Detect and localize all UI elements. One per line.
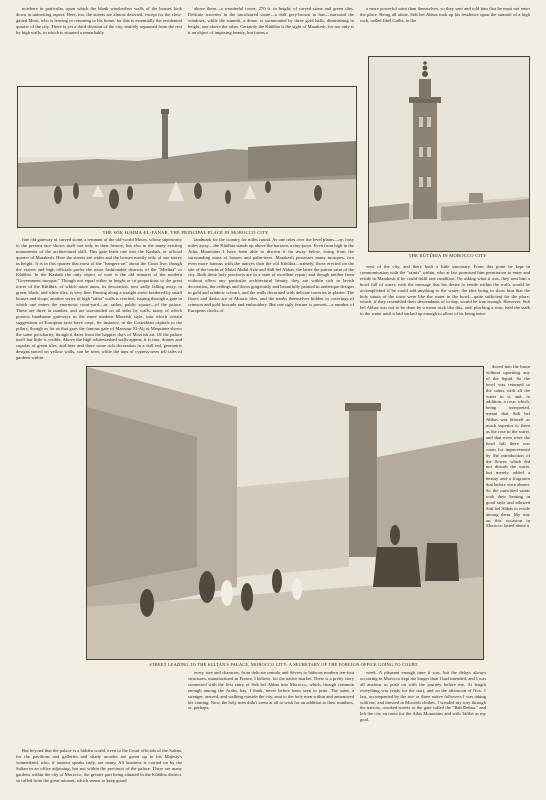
caption-sok: THE SÓK JUMMA-EL-FANAR, THE PRINCIPAL PLACE IN MOROCCO CITY. <box>102 230 270 235</box>
text-column-top-2: above them—a wonderful tower, 270 ft. in height, of carved stone and green tiles. Delicate traceries in the uncoloured stone—a dull grey-brown in hue—surround the windows, while the summit, a dome, is surmounted by three gold balls, diminishing in height, one above the other. Certainly the Kûtûbia is the sight of Marakesh, for not only is it an object of imposing beauty, but forms a <box>188 6 354 35</box>
caption-street: STREET LEADING TO THE SULTAN'S PALACE, MOROCCO CITY: A SECRETARY OF THE FOREIGN OFFICE GOING TO COURT. <box>149 662 419 667</box>
text-column-mid-1: fine old gateway of carved stone, a remnant of the old-world Moors, whose superiority to the present race shows itself not only in their history, but also in the many existing monuments of the architectural skill. This gate leads one into the Kasbah, or official quarter of Marakesh. Here the streets are wider and the houses mostly only of one storey in height. It is in this quarter that most of the "hangers-on" about the Court live, though the viziers and high officials prefer the more fashionable districts of the "Medina" or Kûtûbia. In the Kasbah the only object of note is the old minaret of the modern "Government mosque." Though not equal either in height or in proportions to the great tower of the Kûtûbia, of which more anon, its decoration, now sadly falling away, in green, black, and white tiles, is very fine. Passing along a straight street bordered by small houses and shops, another series of high "tabia" walls is reached, issuing through a gate in which one enters the enormous court-yard—or, rather, public square—of the palace. These are three in number, and are surrounded on all sides by walls, many of which possess handsome gateways in the more modern Moorish style, into which certain suggestions of European taste have crept, for instance, in the Corinthian capitals to the pillars, though as far as that goes the famous gate of Mansour El-Alj at Mequinez shows the same peculiarity, though it dates from the happier days of Moorish art. Of the palace itself but little is visible. Above the high whitewashed walls appear, it is true, domes and cupolas of green tiles, and here and there some rich decoration in a dull red, geometric designs traced on yellow walls, can be seen; while the tops of cypress-trees tell tales of gardens within. <box>16 237 182 361</box>
caption-kutubia: THE KÚTÚBIA IN MOROCCO CITY. <box>408 253 488 258</box>
text-column-bottom-2: every size and character, from delicate ormolu and Sèvres to hideous modern ten-foot structures, manufactured in France, I believe, for the native market. There is a pretty story connected with the first entry of Sidi bel Abbas into Morocco, which, though common enough among the Arabs, has, I think, never before been seen in print. The saint, a stranger, arrived, and walking outside the city, sent to the holy men within and announced his coming. Now, the holy men didn't seem at all to wish for an addition to their numbers, or, perhaps, <box>188 670 354 711</box>
text-column-bottom-3: week. A pleasant enough time it was, but the delays always occurring in Morocco kept me longer than I had intended, and I was all anxious to push on with the journey before me. At length everything was ready for the start, and on the afternoon of Nov. 1 last, accompanied by the two or three native followers I was taking with me, and dressed in Moorish clothes, I wended my way through the narrow, crooked streets to the gate called the "Bab Debaa," and left the city en route for the Atlas Mountains and with Tafilet as my goal. <box>360 670 486 723</box>
text-column-top-3: a more powerful saint than themselves, so they sent and told him that he must not enter the place. Being all alone, Sidi bel Abbas took up his residence upon the summit of a high rock, called Jibel Gallis, to the <box>360 6 530 23</box>
text-column-bottom-1: But beyond that the palace is a hidden world, even to the Court officials of the Sultan, for the pavilions and galleries and shady arcades are given up to his Majesty's womenkind, who, if rumour speaks truly, are many. All business is carried on by the Sultan in an office adjoining, but not within the precincts of the palace. There are many gardens within the city of Morocco, the greater part being situated in the Kûtûbia district, so called from the great minaret, which seems to keep guard <box>16 748 182 783</box>
sok-illustration <box>17 86 357 228</box>
text-column-mid-3a: west of the city, and there built a little sanctuary. From this point he kept in communication with the "saints" within, who at last promised him permission to enter and reside in Marakesh if he could fulfil one condition. On asking what it was, they sent him a bowl full of water, with the message that his desire to reside within the walls would be accomplished if he could add anything to the water; the idea being to show him that the holy saints of the town were like the water in the bowl—quite sufficient for the place, which, if they resembled their descendants of to-day, would be true enough. However, Sidi bel Abbas was not to be done by a mean trick like this, and, plucking a rose, held the stalk to the water until it had sucked up enough to allow of its being intro- <box>360 264 530 317</box>
text-column-mid-2: landmark for the country for miles round. As one rides over the level plains—ay, forty miles away—the Kûtûbia stands up above the horizon, a tiny point. Even from high in the Atlas Mountains I have been able to discern it far away below, rising from the surrounding mass of houses and palm-trees. Marakesh possesses many mosques, two even more famous with the natives than the old Kûtûbia—namely, those erected on the site of the tombs of Mulai Abdul Aziz and Sidi bel Abbas, the latter the patron saint of the city. Both these holy precincts are in a state of excellent repair; and though neither from without offers any particular architectural beauty, they are within rich in lavish decoration, the ceilings and doors gorgeously and beautifully painted in arabesque designs in gold and rainbow colours, and the walls decorated with delicate traceries in plaster. The floors and dados are of Mosaic tiles, and the tombs themselves hidden in coverings of crimson and gold brocade and embroidery. But one ugly feature is present—a number of European clocks of <box>188 237 354 313</box>
text-column-top-1: nowhere in particular, upon which the blank windowless walls of the houses look down in uninviting aspect. Here, too, the streets are almost deserted, except for the slow-gaited Moor, who is leaving or returning to his home, for this is essentially the residential quarter of the city. There is yet a third division of the city, entirely separated from the rest by high walls, in which is situated a remarkably <box>16 6 182 35</box>
street-illustration <box>86 366 484 660</box>
text-column-mid-3b: duced into the basin without upsetting any of the liquid. So the bowl was returned to the saints with all the water in it, and, in addition, a rose; which, being interpreted, meant that Sidi bel Abbas was himself as much superior to them as the rose to the water, and that even were the bowl full there was room for improvement by the introduction of the flower, which did not disturb the water, but merely added a beauty and a fragrance that before were absent. So the outwitted saints took their beating in good style and allowed Sidi bel Abbas to reside among them. My stay on this occasion in Morocco lasted about a <box>486 364 530 529</box>
kutubia-illustration <box>368 56 530 252</box>
newspaper-page <box>16 6 530 794</box>
